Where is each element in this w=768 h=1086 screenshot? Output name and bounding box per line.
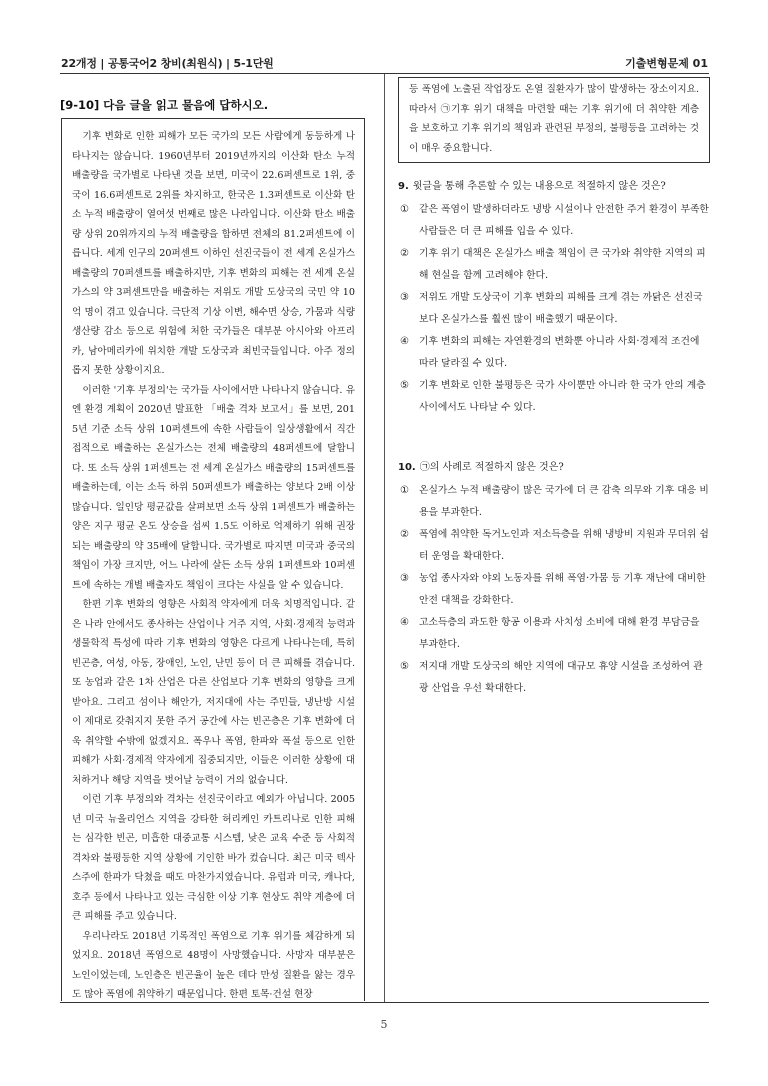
choice-text: 저지대 개발 도상국의 해안 지역에 대규모 휴양 시설을 조성하여 관광 산업을 우선 확대한다.	[419, 661, 703, 694]
answer-choice[interactable]	[398, 287, 710, 331]
question-instruction: [9-10] 다음 글을 읽고 물음에 답하시오.	[60, 98, 269, 112]
header-course-info: 22개정 | 공통국어2 창비(최원식) | 5-1단원	[61, 57, 274, 70]
choice-text: 온실가스 누적 배출량이 많은 국가에 더 큰 감축 의무와 기후 대응 비용을 부과한다.	[419, 485, 709, 518]
passage-paragraph: 기후 변화로 인한 피해가 모든 국가의 모든 사람에게 동등하게 나타나지는 않습니다. 1960년부터 2019년까지의 이산화 탄소 누적 배출량을 국가별로 나타낸 것을 보면, 미국이 22.6퍼센트로 1위, 중국이 16.6퍼센트로 2위를 차지하고, 한국은 1.3퍼센트로 이산화 탄소 누적 배출량이 열여섯 번째로 많은 나라입니다. 이산화 탄소 배출량 상위 20위까지의 누적 배출량을 합하면 전체의 81.2퍼센트에 이릅니다. 세계 인구의 20퍼센트 이하인 선진국들이 전 세계 온실가스 배출량의 70퍼센트를 배출하지만, 기후 변화의 피해는 전 세계 온실가스의 약 3퍼센트만을 배출하는 저위도 개발 도상국의 국민 약 10억 명이 겪고 있습니다. 극단적 기상 이변, 해수면 상승, 가뭄과 식량 생산량 감소 등으로 위험에 처한 국가들은 대부분 아시아와 아프리카, 남아메리카에 위치한 개발 도상국과 최빈국들입니다. 아주 정의롭지 못한 상황이지요.	[72, 131, 355, 376]
answer-choice[interactable]	[398, 480, 710, 524]
answer-choice[interactable]	[398, 243, 710, 287]
header-exam-title: 기출변형문제 01	[625, 57, 708, 70]
answer-choice[interactable]	[398, 612, 710, 656]
page-number: 5	[380, 1018, 388, 1031]
column-divider	[384, 74, 385, 1002]
footer-divider	[60, 1002, 709, 1003]
question-stem	[398, 178, 710, 196]
question-stem	[398, 459, 710, 477]
question-number: 10.	[398, 462, 416, 473]
question-text: 윗글을 통해 추론할 수 있는 내용으로 적절하지 않은 것은?	[412, 181, 666, 192]
passage-continuation: 등 폭염에 노출된 작업장도 온열 질환자가 많이 발생하는 장소이지요. 따라서 ㉠기후 위기 대책을 마련할 때는 기후 위기에 더 취약한 계층을 보호하고 기후 위기의 책임과 관련된 부정의, 불평등을 고려하는 것이 매우 중요합니다.	[398, 77, 710, 163]
choice-text: 기후 변화로 인한 불평등은 국가 사이뿐만 아니라 한 국가 안의 계층 사이에서도 나타날 수 있다.	[419, 380, 706, 413]
choice-marker: ②	[400, 529, 409, 540]
question-10	[398, 459, 710, 700]
question-text: ㉠의 사례로 적절하지 않은 것은?	[419, 462, 564, 473]
choice-text: 기후 위기 대책은 온실가스 배출 책임이 큰 국가와 취약한 지역의 피해 현실을 함께 고려해야 한다.	[419, 248, 706, 281]
choice-text: 기후 변화의 피해는 자연환경의 변화뿐 아니라 사회·경제적 조건에 따라 달라질 수 있다.	[419, 336, 700, 369]
choice-marker: ③	[400, 292, 409, 303]
answer-choice[interactable]	[398, 656, 710, 700]
answer-choices	[398, 480, 710, 700]
passage-paragraph: 한편 기후 변화의 영향은 사회적 약자에게 더욱 치명적입니다. 같은 나라 안에서도 종사하는 산업이나 거주 지역, 사회·경제적 능력과 생물학적 특성에 따라 기후 변화의 영향은 다르게 나타나는데, 특히 빈곤층, 여성, 아동, 장애인, 노인, 난민 등이 더 큰 피해를 겪습니다. 또 농업과 같은 1차 산업은 다른 산업보다 기후 변화의 영향을 크게 받아요. 그리고 섬이나 해안가, 저지대에 사는 주민들, 냉난방 시설이 제대로 갖춰지지 못한 주거 공간에 사는 빈곤층은 기후 변화에 더욱 취약할 수밖에 없겠지요. 폭우나 폭염, 한파와 폭설 등으로 인한 피해가 사회·경제적 약자에게 집중되지만, 이들은 이러한 상황에 대처하거나 해당 지역을 벗어날 능력이 거의 없습니다.	[72, 599, 355, 786]
passage-paragraph: 우리나라도 2018년 기록적인 폭염으로 기후 위기를 체감하게 되었지요. 2018년 폭염으로 48명이 사망했습니다. 사망자 대부분은 노인이었는데, 노인층은 빈곤율이 높은 데다 만성 질환을 앓는 경우도 많아 폭염에 취약하기 때문입니다. 한편 토목·건설 현장	[72, 930, 355, 1000]
choice-marker: ④	[400, 617, 409, 628]
choice-marker: ②	[400, 248, 409, 259]
passage-paragraph: 이런 기후 부정의와 격차는 선진국이라고 예외가 아닙니다. 2005년 미국 뉴올리언스 지역을 강타한 허리케인 카트리나로 인한 피해는 심각한 빈곤, 미흡한 대중교통 시스템, 낮은 교육 수준 등 사회적 격차와 불평등한 지역 상황에 기인한 바가 컸습니다. 최근 미국 텍사스주에 한파가 닥쳤을 때도 마찬가지였습니다. 유럽과 미국, 캐나다, 호주 등에서 나타나고 있는 극심한 이상 기후 현상도 취약 계층에 더 큰 피해를 주고 있습니다.	[72, 794, 355, 922]
answer-choice[interactable]	[398, 568, 710, 612]
question-number: 9.	[398, 181, 409, 192]
choice-marker: ④	[400, 336, 409, 347]
choice-text: 고소득층의 과도한 항공 이용과 사치성 소비에 대해 환경 부담금을 부과한다.	[419, 617, 700, 650]
reading-passage	[61, 118, 365, 1001]
choice-text: 같은 폭염이 발생하더라도 냉방 시설이나 안전한 주거 환경이 부족한 사람들은 더 큰 피해를 입을 수 있다.	[419, 204, 709, 237]
choice-marker: ⑤	[400, 661, 409, 672]
choice-marker: ①	[400, 485, 409, 496]
answer-choice[interactable]	[398, 375, 710, 419]
answer-choice[interactable]	[398, 199, 710, 243]
choice-marker: ①	[400, 204, 409, 215]
choice-text: 저위도 개발 도상국이 기후 변화의 피해를 크게 겪는 까닭은 선진국보다 온실가스를 훨씬 많이 배출했기 때문이다.	[419, 292, 703, 325]
answer-choice[interactable]	[398, 524, 710, 568]
answer-choices	[398, 199, 710, 419]
choice-text: 농업 종사자와 야외 노동자를 위해 폭염·가뭄 등 기후 재난에 대비한 안전 대책을 강화한다.	[419, 573, 706, 606]
passage-paragraph: 이러한 '기후 부정의'는 국가들 사이에서만 나타나지 않습니다. 유엔 환경 계획이 2020년 발표한 「배출 격차 보고서」를 보면, 2015년 기준 소득 상위 10퍼센트에 속한 사람들이 일상생활에서 직간접적으로 배출하는 온실가스는 전체 배출량의 48퍼센트에 달합니다. 또 소득 상위 1퍼센트는 전 세계 온실가스 배출량의 15퍼센트를 배출하는데, 이는 소득 하위 50퍼센트가 배출하는 양보다 2배 이상 많습니다. 일인당 평균값을 살펴보면 소득 상위 1퍼센트가 배출하는 양은 지구 평균 온도 상승을 섭씨 1.5도 이하로 억제하기 위해 권장되는 배출량의 약 35배에 달합니다. 국가별로 따지면 미국과 중국의 책임이 가장 크지만, 어느 나라에 살든 소득 상위 1퍼센트와 10퍼센트에 속하는 개별 배출자도 책임이 크다는 사실을 알 수 있습니다.	[72, 384, 355, 591]
answer-choice[interactable]	[398, 331, 710, 375]
choice-text: 폭염에 취약한 독거노인과 저소득층을 위해 냉방비 지원과 무더위 쉼터 운영을 확대한다.	[419, 529, 709, 562]
choice-marker: ⑤	[400, 380, 409, 391]
choice-marker: ③	[400, 573, 409, 584]
question-9	[398, 178, 710, 419]
